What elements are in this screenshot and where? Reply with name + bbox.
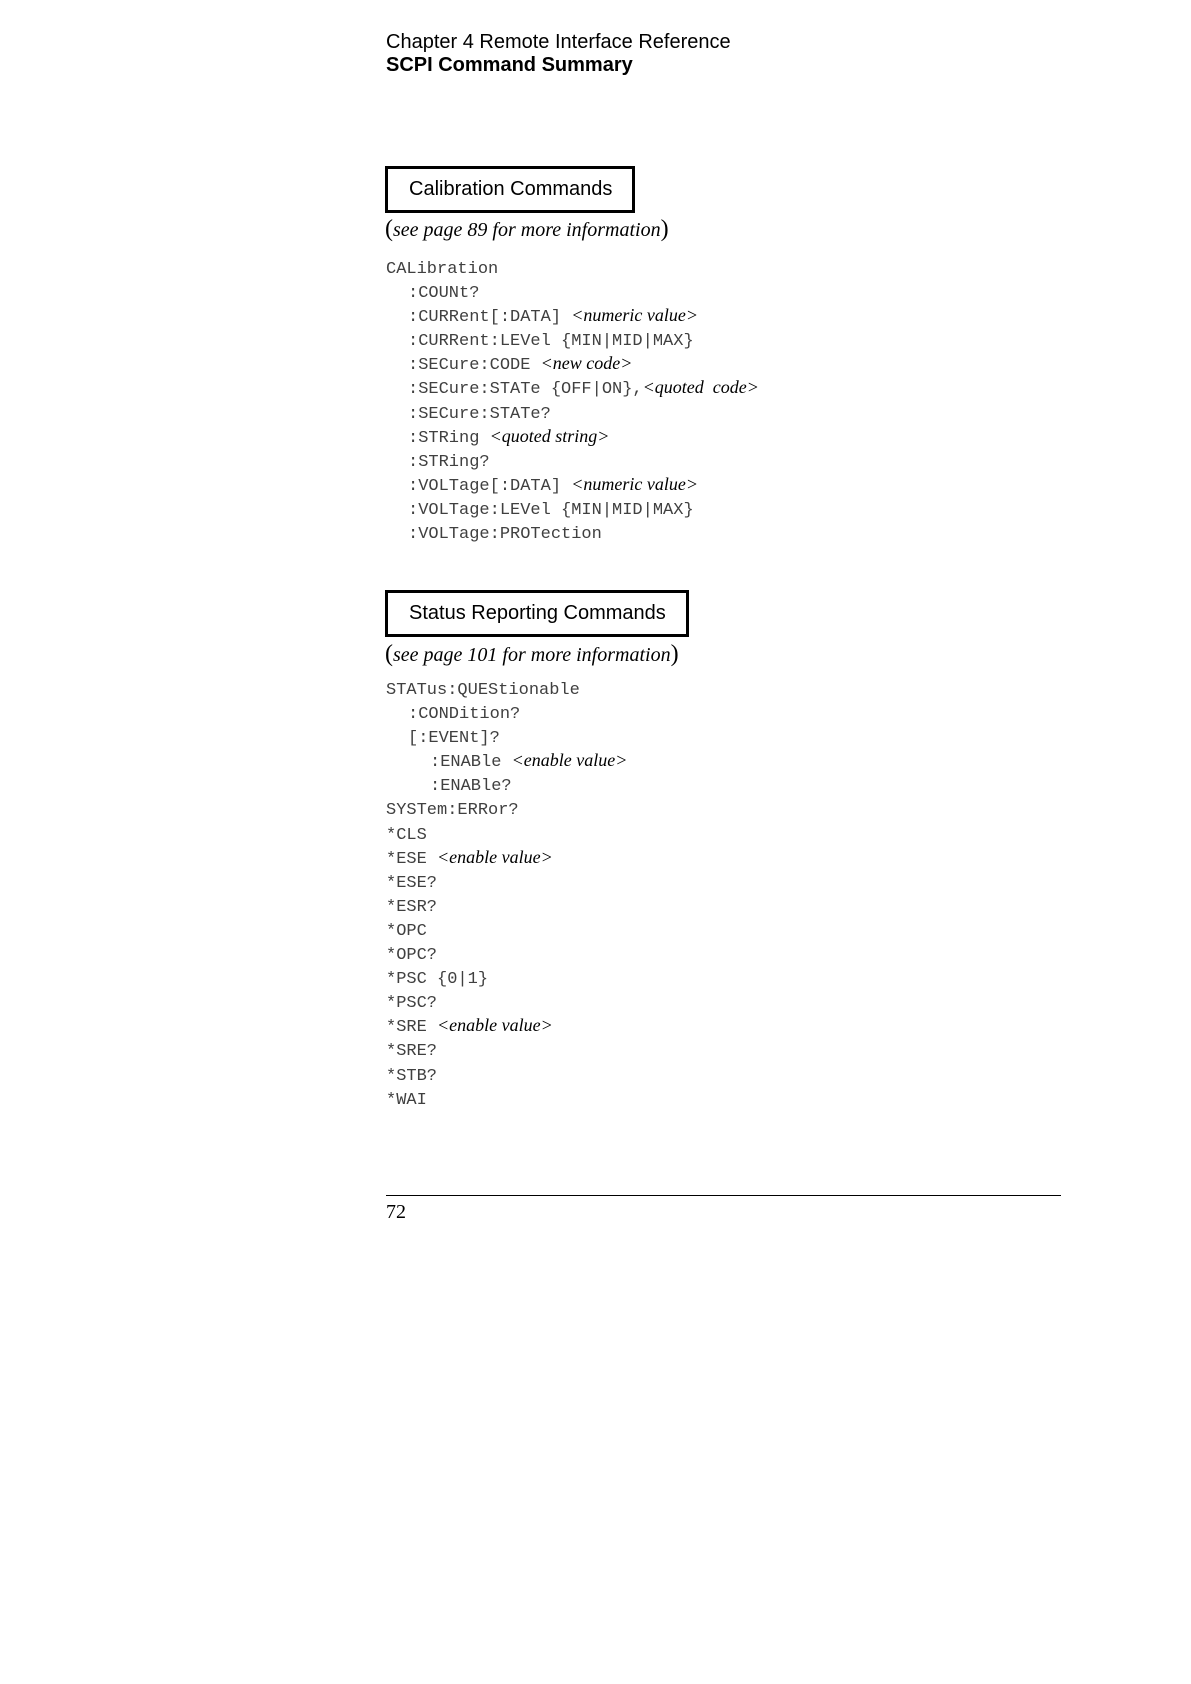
command-line: *OPC xyxy=(386,921,427,941)
command-line: :CURRent:LEVel {MIN|MID|MAX} xyxy=(408,332,694,352)
command-line: :SECure:STATe {OFF|ON},<quoted code> xyxy=(408,377,759,400)
command-line: *ESE? xyxy=(386,873,438,893)
command-line: [:EVENt]? xyxy=(408,729,500,749)
command-line: *WAI xyxy=(386,1090,427,1110)
command-line: *STB? xyxy=(386,1066,438,1086)
command-line: *CLS xyxy=(386,825,427,845)
command-line: *SRE <enable value> xyxy=(386,1015,553,1038)
command-line: *PSC? xyxy=(386,994,438,1014)
status-command-list xyxy=(386,676,627,1110)
command-line: STATus:QUEStionable xyxy=(386,681,580,700)
command-line: :COUNt? xyxy=(408,284,480,304)
calibration-command-list xyxy=(386,255,759,544)
calibration-see-text: see page 89 for more information xyxy=(393,219,661,241)
page-number: 72 xyxy=(386,1201,406,1223)
command-line: *PSC {0|1} xyxy=(386,970,489,990)
calibration-see-close: ) xyxy=(660,216,669,242)
command-line: :VOLTage:PROTection xyxy=(408,525,602,545)
status-reporting-commands-box: Status Reporting Commands xyxy=(385,590,689,637)
command-line: :VOLTage:LEVel {MIN|MID|MAX} xyxy=(408,500,694,520)
status-see-text: see page 101 for more information xyxy=(393,644,671,666)
status-see-open: ( xyxy=(385,641,393,667)
command-line: :STRing <quoted string> xyxy=(408,425,610,448)
command-line: SYSTem:ERRor? xyxy=(386,801,519,821)
footer-rule xyxy=(386,1195,1061,1196)
chapter-heading: Chapter 4 Remote Interface Reference xyxy=(386,31,731,53)
command-line: CALibration xyxy=(386,260,499,279)
command-line: :ENABle? xyxy=(430,777,512,797)
command-line: :SECure:STATe? xyxy=(408,404,551,424)
command-line: :SECure:CODE <new code> xyxy=(408,353,633,376)
calibration-commands-box: Calibration Commands xyxy=(385,166,635,213)
command-line: *ESE <enable value> xyxy=(386,846,553,869)
status-see-close: ) xyxy=(670,641,679,667)
calibration-see-open: ( xyxy=(385,216,393,242)
section-heading: SCPI Command Summary xyxy=(386,54,633,76)
command-line: *ESR? xyxy=(386,897,438,917)
command-line: :STRing? xyxy=(408,452,490,472)
command-line: :VOLTage[:DATA] <numeric value> xyxy=(408,473,698,496)
command-line: *OPC? xyxy=(386,946,438,966)
calibration-see-reference xyxy=(385,216,669,243)
command-line: :ENABle <enable value> xyxy=(430,750,628,773)
command-line: :CONDition? xyxy=(408,705,521,725)
command-line: *SRE? xyxy=(386,1042,438,1062)
status-see-reference xyxy=(385,641,679,668)
command-line: :CURRent[:DATA] <numeric value> xyxy=(408,305,698,328)
